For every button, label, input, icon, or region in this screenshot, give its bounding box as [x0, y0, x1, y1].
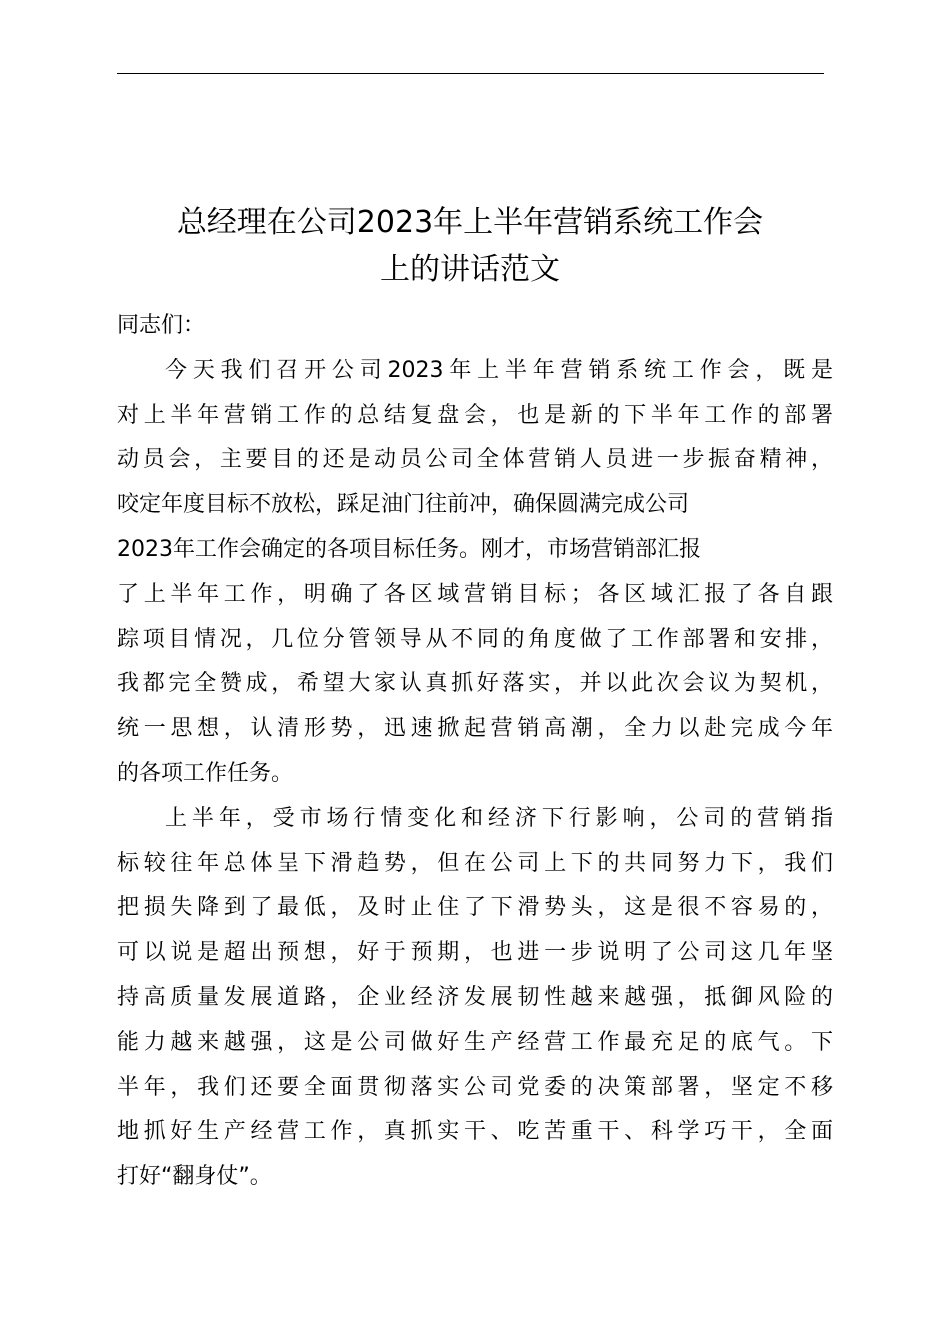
paragraph-line: 对上半年营销工作的总结复盘会，也是新的下半年工作的部署 — [117, 402, 833, 428]
paragraph-2 — [117, 797, 833, 1200]
paragraph-line: 今天我们召开公司2023年上半年营销系统工作会，既是 — [165, 357, 833, 383]
paragraph-line: 打好“翻身仗”。 — [117, 1164, 272, 1190]
paragraph-line: 踪项目情况，几位分管领导从不同的角度做了工作部署和安排， — [117, 626, 833, 652]
paragraph-line: 了上半年工作，明确了各区域营销目标；各区域汇报了各自跟 — [117, 581, 833, 607]
paragraph-line: 2023年工作会确定的各项目标任务。刚才，市场营销部汇报 — [117, 536, 701, 562]
paragraph-line: 标较往年总体呈下滑趋势，但在公司上下的共同努力下，我们 — [117, 850, 833, 876]
title-line: 上的讲话范文 — [380, 252, 560, 287]
paragraph-line: 的各项工作任务。 — [117, 760, 294, 786]
paragraph-line: 动员会，主要目的还是动员公司全体营销人员进一步振奋精神， — [117, 447, 833, 473]
salutation: 同志们： — [117, 313, 206, 338]
paragraph-line: 地抓好生产经营工作，真抓实干、吃苦重干、科学巧干，全面 — [117, 1119, 833, 1145]
paragraph-1 — [117, 349, 833, 797]
document-title — [100, 199, 840, 293]
paragraph-line: 咬定年度目标不放松，踩足油门往前冲，确保圆满完成公司 — [117, 492, 690, 518]
paragraph-line: 半年，我们还要全面贯彻落实公司党委的决策部署，坚定不移 — [117, 1074, 833, 1100]
header-rule — [117, 73, 824, 74]
paragraph-line: 我都完全赞成，希望大家认真抓好落实，并以此次会议为契机， — [117, 671, 833, 697]
paragraph-line: 可以说是超出预想，好于预期，也进一步说明了公司这几年坚 — [117, 940, 833, 966]
paragraph-line: 能力越来越强，这是公司做好生产经营工作最充足的底气。下 — [117, 1029, 833, 1055]
paragraph-line: 统一思想，认清形势，迅速掀起营销高潮，全力以赴完成今年 — [117, 716, 833, 742]
paragraph-line: 持高质量发展道路，企业经济发展韧性越来越强，抵御风险的 — [117, 984, 833, 1010]
document-body — [117, 304, 833, 1200]
paragraph-line: 上半年，受市场行情变化和经济下行影响，公司的营销指 — [165, 805, 833, 831]
title-line: 总经理在公司2023年上半年营销系统工作会 — [176, 205, 764, 240]
paragraph-line: 把损失降到了最低，及时止住了下滑势头，这是很不容易的， — [117, 895, 833, 921]
